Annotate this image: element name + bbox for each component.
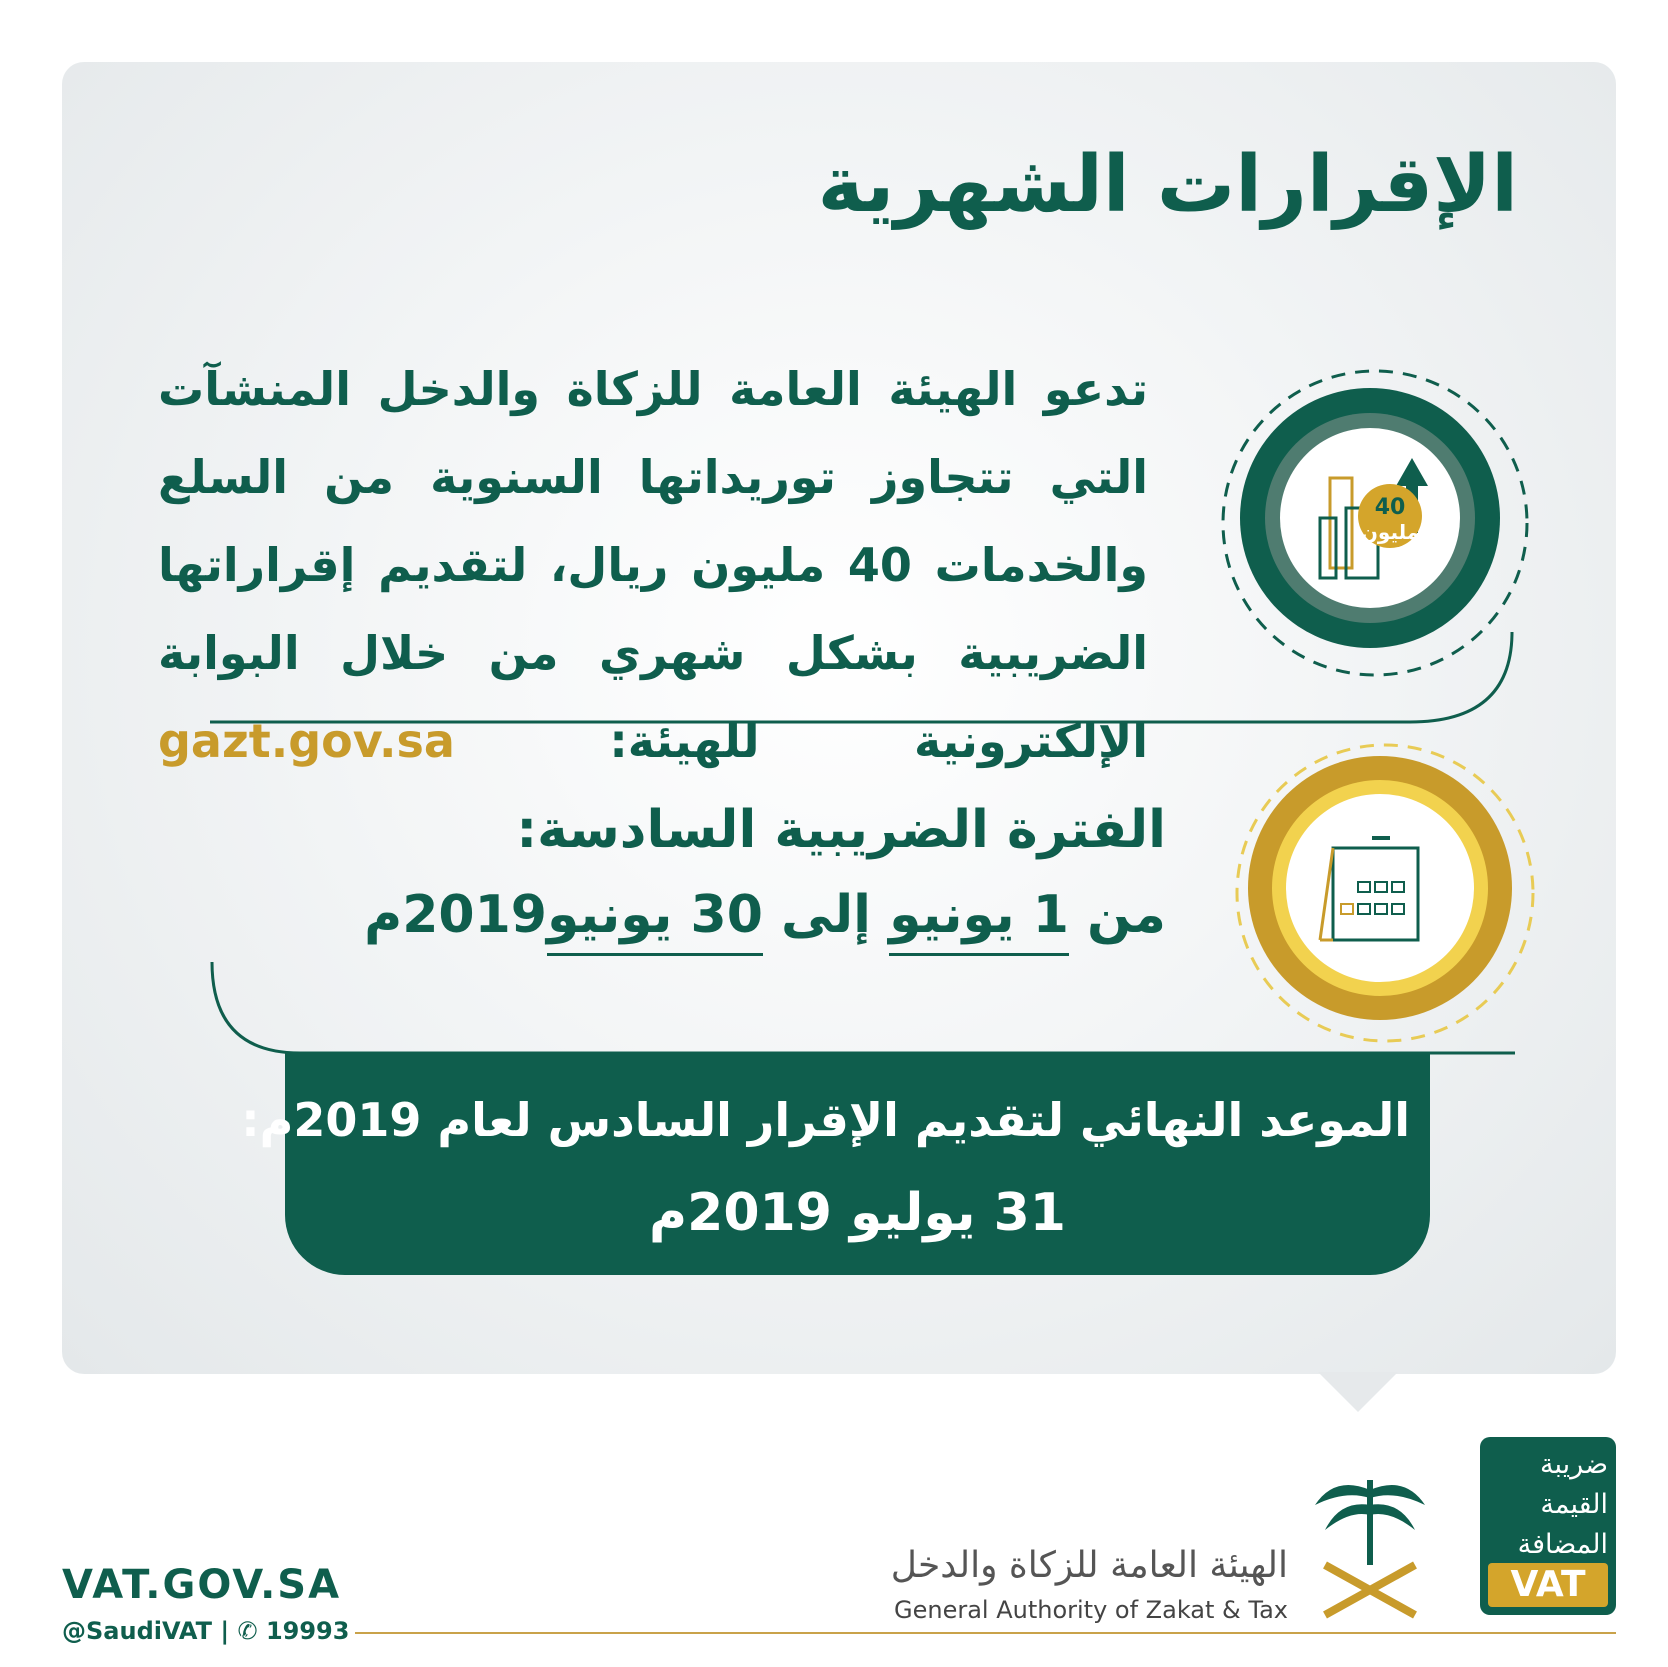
twitter-handle[interactable]: @SaudiVAT	[62, 1617, 212, 1645]
vat-logo-text	[1518, 1445, 1608, 1565]
authority-name-arabic: الهيئة العامة للزكاة والدخل	[890, 1545, 1288, 1586]
period-from-word: من	[1087, 885, 1166, 945]
badge-unit: مليون	[1360, 520, 1420, 544]
period-to-word: إلى	[781, 885, 871, 945]
phone-number: 19993	[265, 1617, 350, 1645]
phone-icon: ✆	[237, 1617, 258, 1645]
deadline-date: 31 يوليو 2019م	[649, 1183, 1066, 1243]
deadline-label: الموعد النهائي لتقديم الإقرار السادس لعام 2019م:	[241, 1093, 1410, 1147]
badge-amount: 40	[1374, 495, 1406, 520]
vat-logo-line-3: المضافة	[1517, 1529, 1608, 1560]
authority-name-english: General Authority of Zakat & Tax	[894, 1596, 1288, 1624]
vat-logo-line-2: القيمة	[1540, 1489, 1608, 1520]
vat-logo-label: VAT	[1488, 1563, 1608, 1607]
tax-period-range	[364, 885, 1166, 945]
intro-text: تدعو الهيئة العامة للزكاة والدخل المنشآت التي تتجاوز توريداتها السنوية من السلع والخدمات 40 مليون ريال، لتقديم إقراراتها الضريبية بشكل شهري من خلال البوابة الإلكترونية للهيئة:	[158, 362, 1148, 768]
website-link[interactable]: VAT.GOV.SA	[62, 1562, 342, 1608]
portal-link[interactable]: gazt.gov.sa	[158, 714, 455, 768]
authority-palm-logo-icon	[1305, 1470, 1435, 1620]
period-end: 30 يونيو	[547, 885, 763, 956]
separator: |	[220, 1617, 238, 1645]
tax-period-title: الفترة الضريبية السادسة:	[516, 800, 1166, 860]
period-start: 1 يونيو	[889, 885, 1069, 956]
contact-line	[62, 1617, 349, 1645]
footer-divider	[355, 1632, 1616, 1634]
vat-logo-line-1: ضريبة	[1540, 1449, 1608, 1480]
page-title: الإقرارات الشهرية	[817, 140, 1518, 230]
period-year: 2019م	[364, 885, 547, 945]
deadline-box	[241, 1053, 1430, 1275]
calendar-icon	[1220, 728, 1550, 1058]
intro-paragraph	[158, 345, 1148, 785]
vat-logo	[1480, 1437, 1616, 1615]
